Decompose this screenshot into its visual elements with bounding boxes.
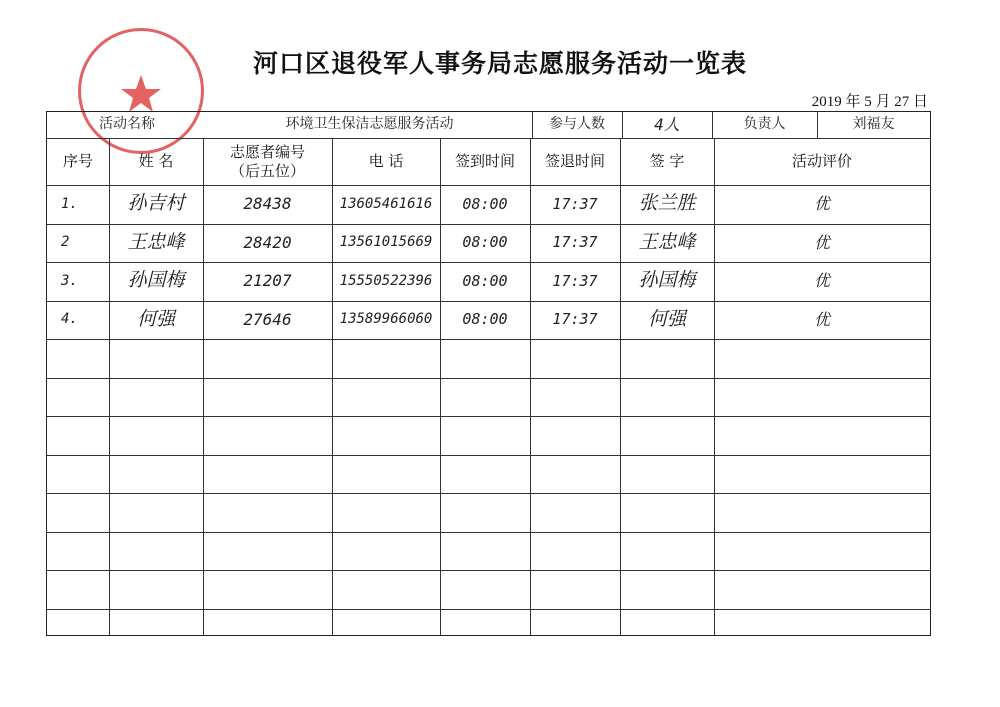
header-phone: 电 话 xyxy=(368,152,404,171)
row-checkout: 17:37 xyxy=(552,233,598,252)
row-phone: 15550522396 xyxy=(339,272,433,289)
column-divider xyxy=(440,138,441,635)
row-evaluation: 优 xyxy=(813,309,830,329)
row-evaluation: 优 xyxy=(813,271,830,291)
row-checkin: 08:00 xyxy=(462,310,508,329)
leader-label: 负责人 xyxy=(743,116,786,133)
header-signature: 签 字 xyxy=(649,152,685,171)
participants-label: 参与人数 xyxy=(549,116,605,133)
header-checkin: 签到时间 xyxy=(454,152,515,171)
activity-name-label: 活动名称 xyxy=(99,116,155,133)
row-checkin: 08:00 xyxy=(462,194,508,213)
row-divider xyxy=(47,378,930,379)
row-divider xyxy=(47,301,930,302)
row-checkin: 08:00 xyxy=(462,233,508,252)
row-divider xyxy=(47,138,930,139)
row-name: 何强 xyxy=(136,307,175,330)
column-divider xyxy=(622,112,623,138)
row-volunteer-no: 28420 xyxy=(243,232,292,252)
row-divider xyxy=(47,493,930,494)
column-divider xyxy=(530,138,531,635)
row-seq: 2 xyxy=(61,234,70,250)
column-divider xyxy=(714,138,715,635)
row-divider xyxy=(47,416,930,417)
row-seq: 3. xyxy=(61,272,78,289)
row-checkout: 17:37 xyxy=(552,271,598,290)
row-volunteer-no: 27646 xyxy=(243,309,292,329)
header-name: 姓 名 xyxy=(138,152,174,171)
row-divider xyxy=(47,532,930,533)
leader-value: 刘福友 xyxy=(852,116,895,133)
header-checkout: 签退时间 xyxy=(544,152,605,171)
row-divider xyxy=(47,262,930,263)
row-checkin: 08:00 xyxy=(462,271,508,290)
row-divider xyxy=(47,339,930,340)
row-divider xyxy=(47,185,930,186)
row-divider xyxy=(47,609,930,610)
row-phone: 13561015669 xyxy=(339,234,433,250)
column-divider xyxy=(109,138,110,635)
volunteer-table xyxy=(46,111,931,636)
row-signature: 张兰胜 xyxy=(638,192,696,215)
page-title: 河口区退役军人事务局志愿服务活动一览表 xyxy=(252,49,747,78)
column-divider xyxy=(620,138,621,635)
row-divider xyxy=(47,224,930,225)
column-divider xyxy=(203,138,204,635)
header-evaluation: 活动评价 xyxy=(791,152,852,171)
row-seq: 1. xyxy=(61,195,78,212)
row-name: 王忠峰 xyxy=(127,230,185,253)
row-evaluation: 优 xyxy=(813,194,830,214)
row-volunteer-no: 28438 xyxy=(243,194,292,214)
row-volunteer-no: 21207 xyxy=(243,271,292,291)
column-divider xyxy=(817,112,818,138)
row-checkout: 17:37 xyxy=(552,194,598,213)
row-phone: 13589966060 xyxy=(339,311,433,327)
document-date: 2019 年 5 月 27 日 xyxy=(811,94,928,110)
activity-name-value: 环境卫生保洁志愿服务活动 xyxy=(285,116,454,133)
row-divider xyxy=(47,455,930,456)
row-signature: 孙国梅 xyxy=(638,269,696,292)
participants-value: 4人 xyxy=(654,115,680,134)
row-signature: 王忠峰 xyxy=(638,230,696,253)
row-checkout: 17:37 xyxy=(552,310,598,329)
row-seq: 4. xyxy=(61,311,78,327)
row-divider xyxy=(47,570,930,571)
row-phone: 13605461616 xyxy=(339,195,433,212)
column-divider xyxy=(332,138,333,635)
row-name: 孙国梅 xyxy=(127,269,185,292)
row-evaluation: 优 xyxy=(813,232,830,252)
row-name: 孙吉村 xyxy=(127,192,185,215)
header-seq: 序号 xyxy=(62,152,93,171)
column-divider xyxy=(532,112,533,138)
column-divider xyxy=(712,112,713,138)
row-signature: 何强 xyxy=(647,307,686,330)
header-volunteer-no: 志愿者编号 （后五位） xyxy=(229,142,305,180)
